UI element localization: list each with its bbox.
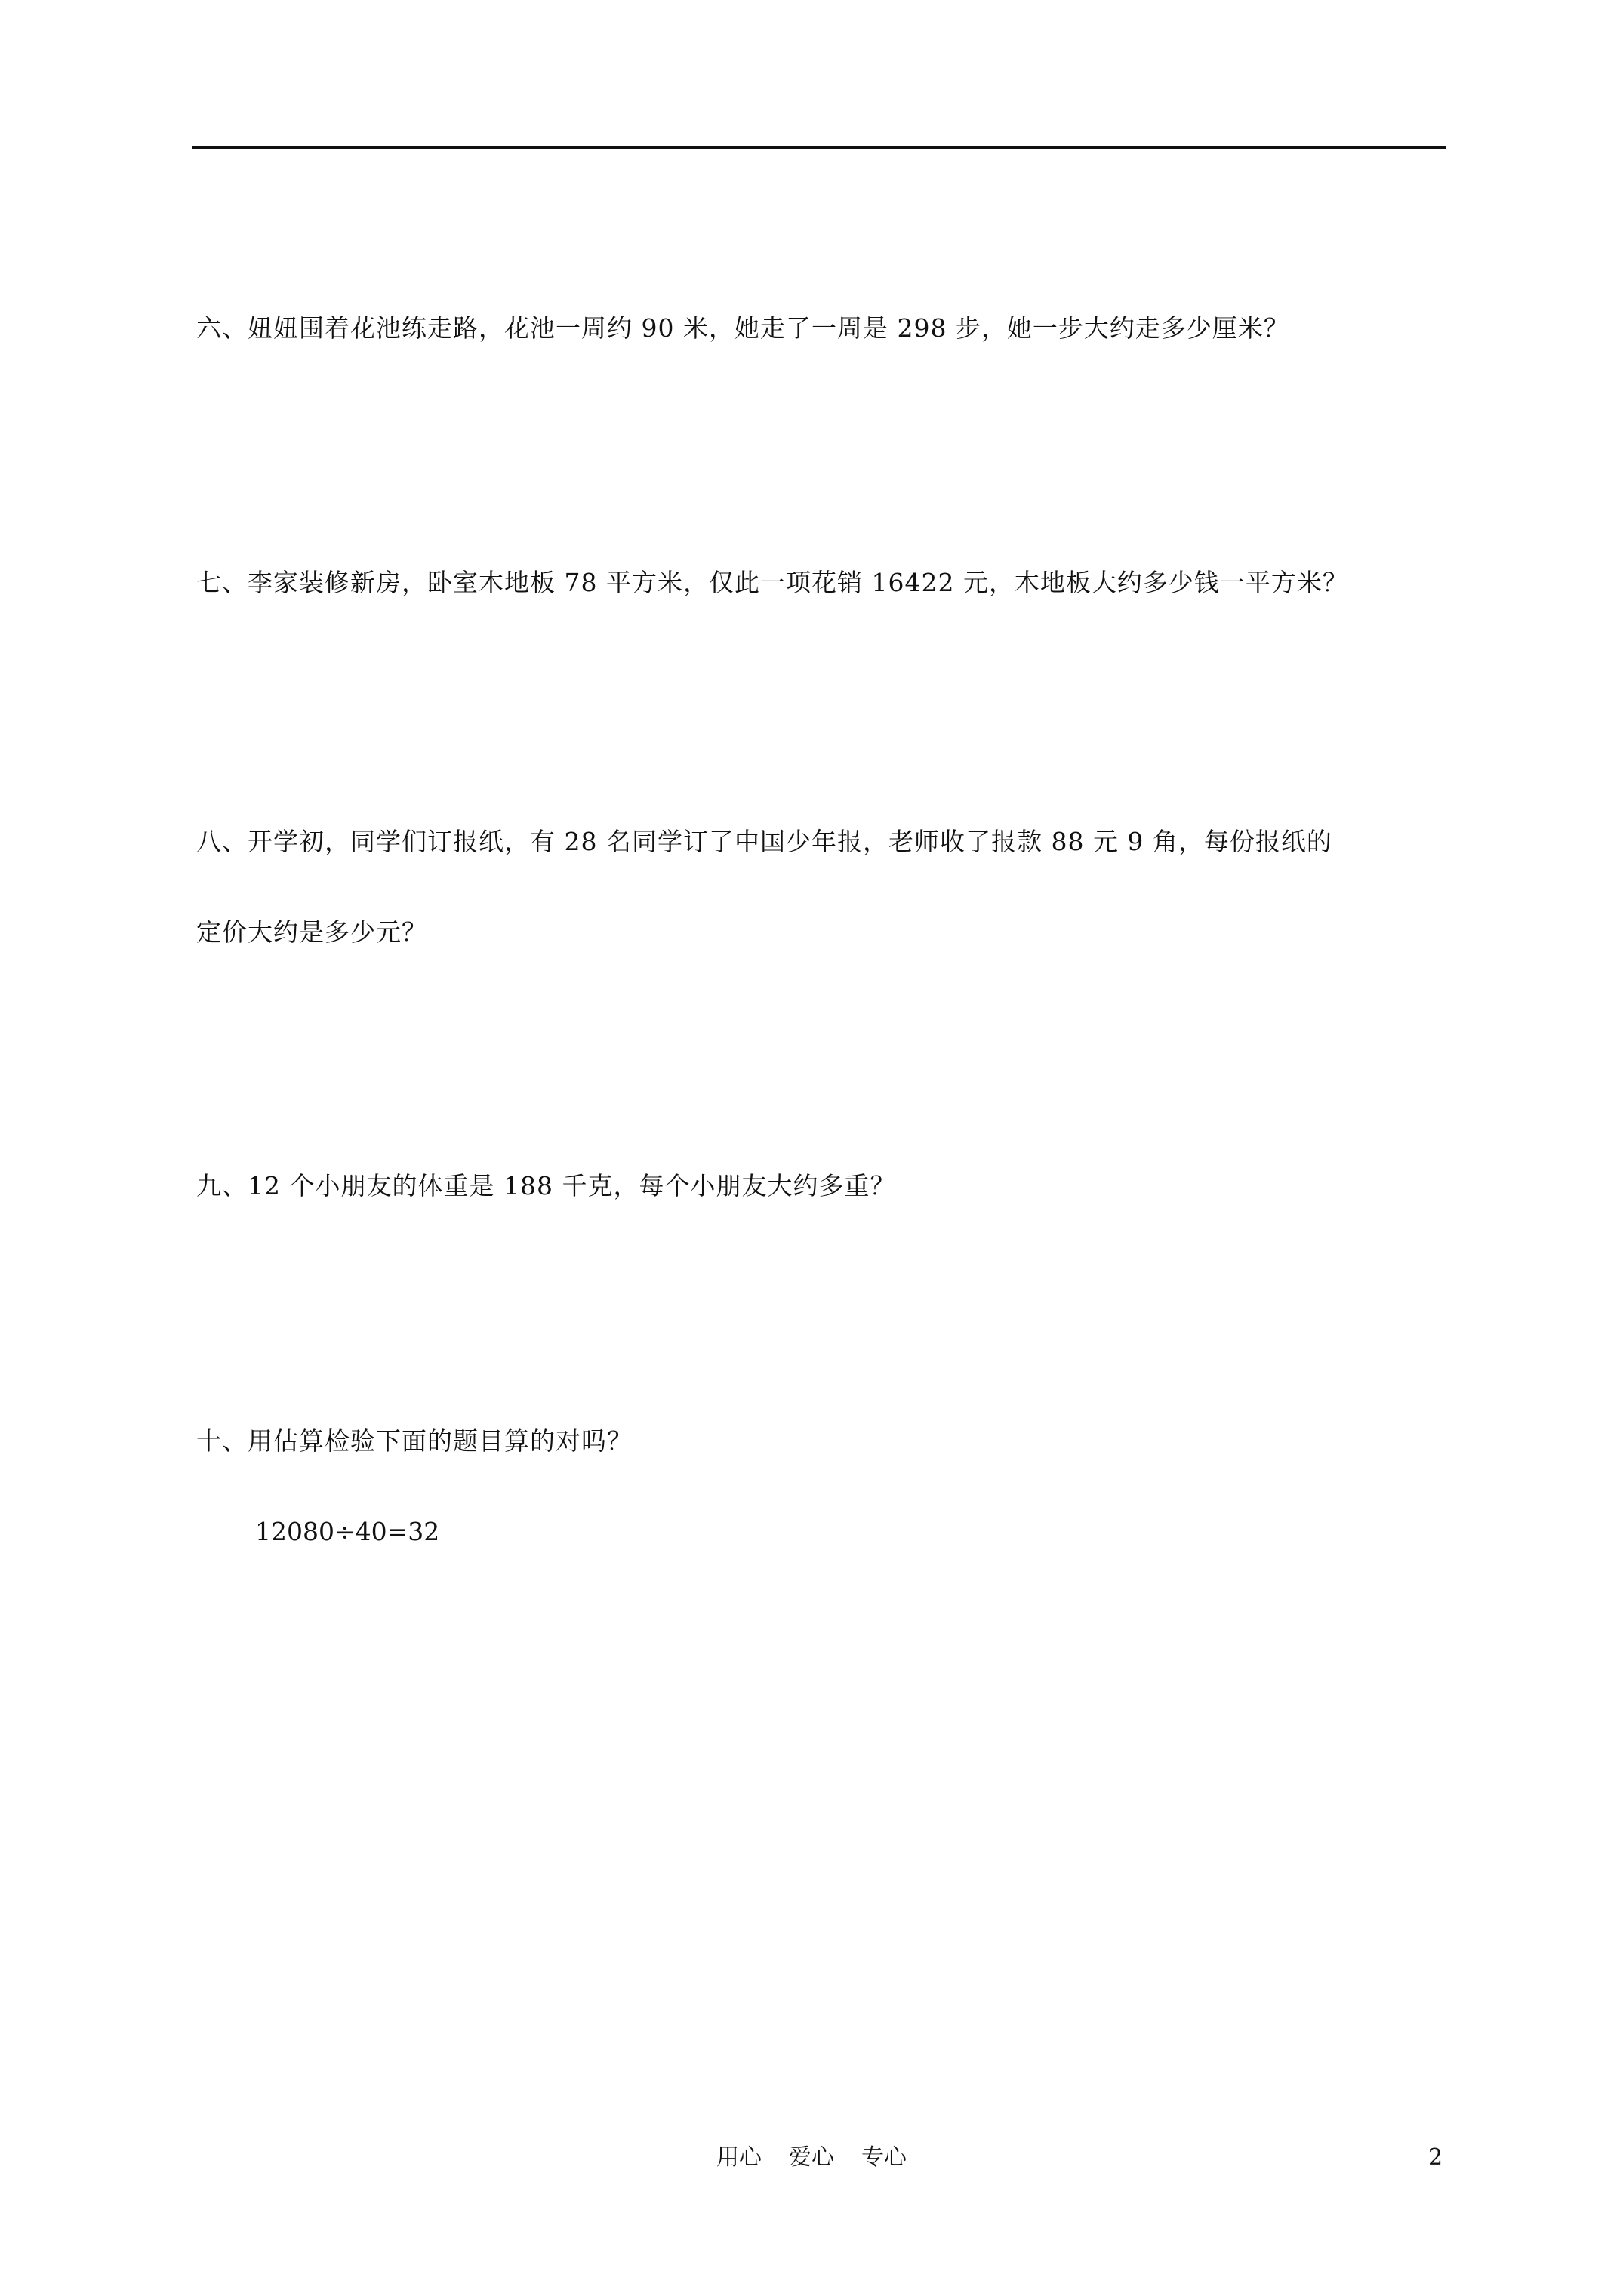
question-10-formula: 12080÷40=32 xyxy=(255,1517,440,1546)
page-footer xyxy=(0,2143,1623,2173)
question-7: 七、李家装修新房，卧室木地板 78 平方米，仅此一项花销 16422 元，木地板大约多少钱一平方米？ xyxy=(196,568,1348,597)
footer-text-3: 专心 xyxy=(861,2144,907,2171)
question-6: 六、妞妞围着花池练走路，花池一周约 90 米，她走了一周是 298 步，她一步大约走多少厘米？ xyxy=(196,313,1289,343)
header-rule xyxy=(192,146,1446,149)
footer-text-2: 爱心 xyxy=(789,2144,834,2171)
question-8-line-1: 八、开学初，同学们订报纸，有 28 名同学订了中国少年报，老师收了报款 88 元 9 角，每份报纸的 xyxy=(196,827,1332,856)
question-9: 九、12 个小朋友的体重是 188 千克，每个小朋友大约多重？ xyxy=(196,1171,896,1200)
question-10: 十、用估算检验下面的题目算的对吗？ xyxy=(196,1426,633,1456)
question-8-line-2: 定价大约是多少元？ xyxy=(196,917,427,947)
footer-text-1: 用心 xyxy=(716,2144,762,2171)
page-number: 2 xyxy=(1428,2144,1443,2171)
